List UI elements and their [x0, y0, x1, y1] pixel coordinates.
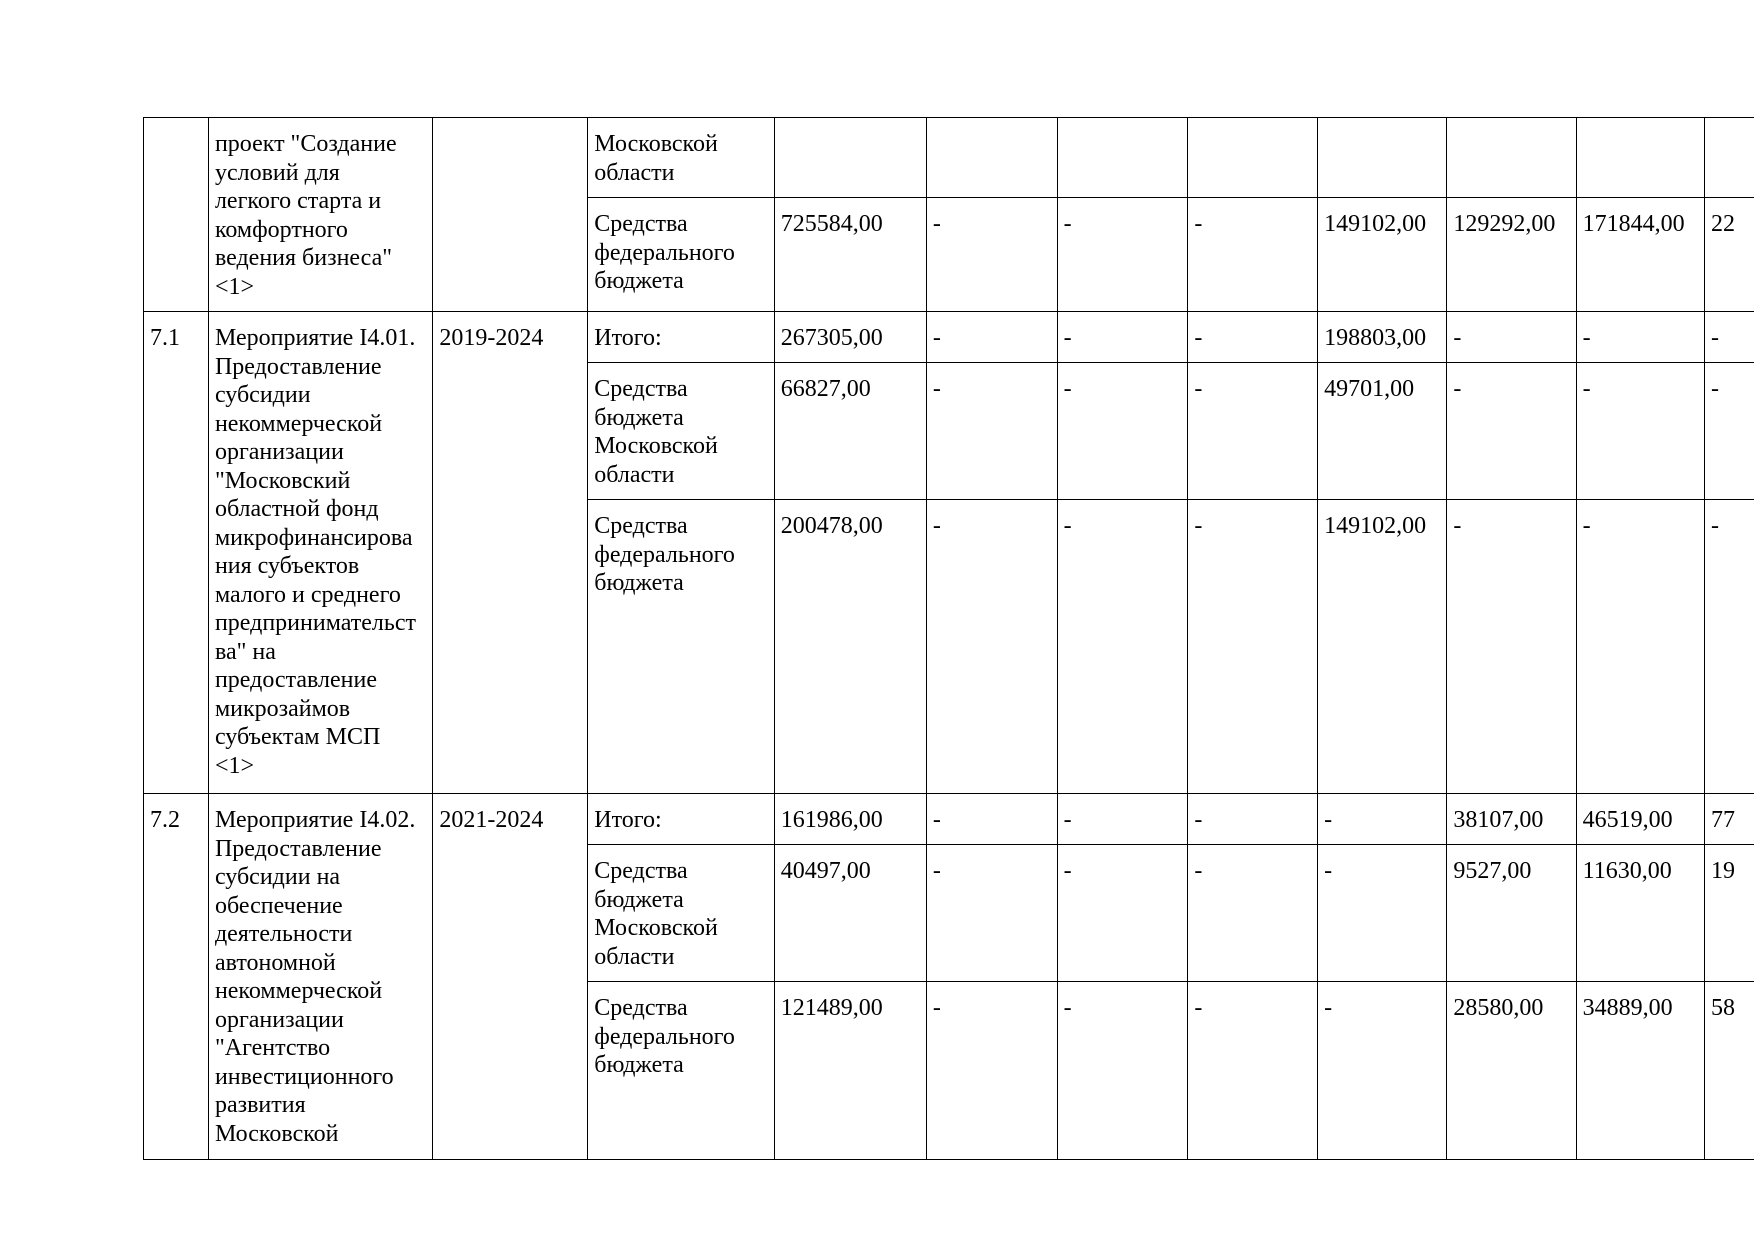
amount-cell: - [1057, 500, 1188, 794]
amount-cell: - [1188, 982, 1318, 1160]
item-number-cell: 7.2 [144, 794, 209, 1160]
amount-cell: - [926, 982, 1057, 1160]
amount-cell [1576, 118, 1704, 198]
funding-source-cell: Средства федерального бюджета [588, 500, 774, 794]
item-name-cell: Мероприятие I4.01. Предоставление субсидии некоммерческой организации "Московский областной фонд микрофинансирова ния субъектов малого и среднего предпринимательст ва" на предоставление микрозаймов субъектам МСП <1> [208, 312, 432, 794]
amount-cell: 725584,00 [774, 198, 926, 312]
amount-cell: - [1447, 312, 1576, 363]
amount-cell: - [1188, 500, 1318, 794]
amount-cell: - [1188, 198, 1318, 312]
amount-cell: 129292,00 [1447, 198, 1576, 312]
table-row [144, 118, 1754, 198]
amount-cell: - [1057, 198, 1188, 312]
amount-cell: - [1705, 500, 1754, 794]
item-period-cell: 2019-2024 [433, 312, 588, 794]
amount-cell: 34889,00 [1576, 982, 1704, 1160]
amount-cell: 49701,00 [1318, 363, 1447, 500]
amount-cell: 161986,00 [774, 794, 926, 845]
amount-cell: - [1188, 845, 1318, 982]
amount-cell: 198803,00 [1318, 312, 1447, 363]
amount-cell: 121489,00 [774, 982, 926, 1160]
funding-source-cell: Средства федерального бюджета [588, 982, 774, 1160]
amount-cell: - [926, 794, 1057, 845]
amount-cell: 200478,00 [774, 500, 926, 794]
funding-source-cell: Итого: [588, 312, 774, 363]
funding-table [143, 117, 1754, 1160]
amount-cell: - [926, 500, 1057, 794]
funding-source-cell: Средства бюджета Московской области [588, 363, 774, 500]
amount-cell: 46519,00 [1576, 794, 1704, 845]
amount-cell: - [1188, 794, 1318, 845]
amount-cell: - [1188, 312, 1318, 363]
amount-cell: 66827,00 [774, 363, 926, 500]
amount-cell: 38107,00 [1447, 794, 1576, 845]
amount-cell: - [926, 198, 1057, 312]
amount-cell: - [1188, 363, 1318, 500]
amount-cell: 58 [1705, 982, 1754, 1160]
item-name-cell: Мероприятие I4.02. Предоставление субсидии на обеспечение деятельности автономной некоммерческой организации "Агентство инвестиционного развития Московской [208, 794, 432, 1160]
funding-source-cell: Средства федерального бюджета [588, 198, 774, 312]
funding-source-cell: Итого: [588, 794, 774, 845]
funding-source-cell: Московской области [588, 118, 774, 198]
amount-cell [1447, 118, 1576, 198]
table-row [144, 794, 1754, 845]
amount-cell: - [1057, 312, 1188, 363]
amount-cell: 267305,00 [774, 312, 926, 363]
amount-cell: - [1057, 363, 1188, 500]
amount-cell: - [926, 845, 1057, 982]
amount-cell: 149102,00 [1318, 500, 1447, 794]
amount-cell: 19 [1705, 845, 1754, 982]
item-number-cell: 7.1 [144, 312, 209, 794]
item-period-cell: 2021-2024 [433, 794, 588, 1160]
amount-cell [1705, 118, 1754, 198]
amount-cell [1318, 118, 1447, 198]
amount-cell: - [1318, 982, 1447, 1160]
amount-cell [1188, 118, 1318, 198]
amount-cell: - [1318, 794, 1447, 845]
amount-cell: - [1705, 312, 1754, 363]
amount-cell: - [926, 312, 1057, 363]
amount-cell: - [1705, 363, 1754, 500]
item-number-cell [144, 118, 209, 312]
amount-cell: 28580,00 [1447, 982, 1576, 1160]
table-row [144, 312, 1754, 363]
amount-cell [1057, 118, 1188, 198]
amount-cell: 22 [1705, 198, 1754, 312]
amount-cell: - [1447, 500, 1576, 794]
amount-cell: - [1576, 500, 1704, 794]
item-name-cell: проект "Создание условий для легкого старта и комфортного ведения бизнеса" <1> [208, 118, 432, 312]
amount-cell: 77 [1705, 794, 1754, 845]
amount-cell: - [1057, 794, 1188, 845]
amount-cell: 149102,00 [1318, 198, 1447, 312]
amount-cell: 171844,00 [1576, 198, 1704, 312]
amount-cell [926, 118, 1057, 198]
funding-source-cell: Средства бюджета Московской области [588, 845, 774, 982]
amount-cell: - [1576, 312, 1704, 363]
amount-cell: - [1057, 982, 1188, 1160]
item-period-cell [433, 118, 588, 312]
amount-cell: - [1576, 363, 1704, 500]
amount-cell: 11630,00 [1576, 845, 1704, 982]
amount-cell: - [1057, 845, 1188, 982]
amount-cell [774, 118, 926, 198]
amount-cell: 9527,00 [1447, 845, 1576, 982]
amount-cell: - [926, 363, 1057, 500]
amount-cell: - [1447, 363, 1576, 500]
amount-cell: - [1318, 845, 1447, 982]
amount-cell: 40497,00 [774, 845, 926, 982]
